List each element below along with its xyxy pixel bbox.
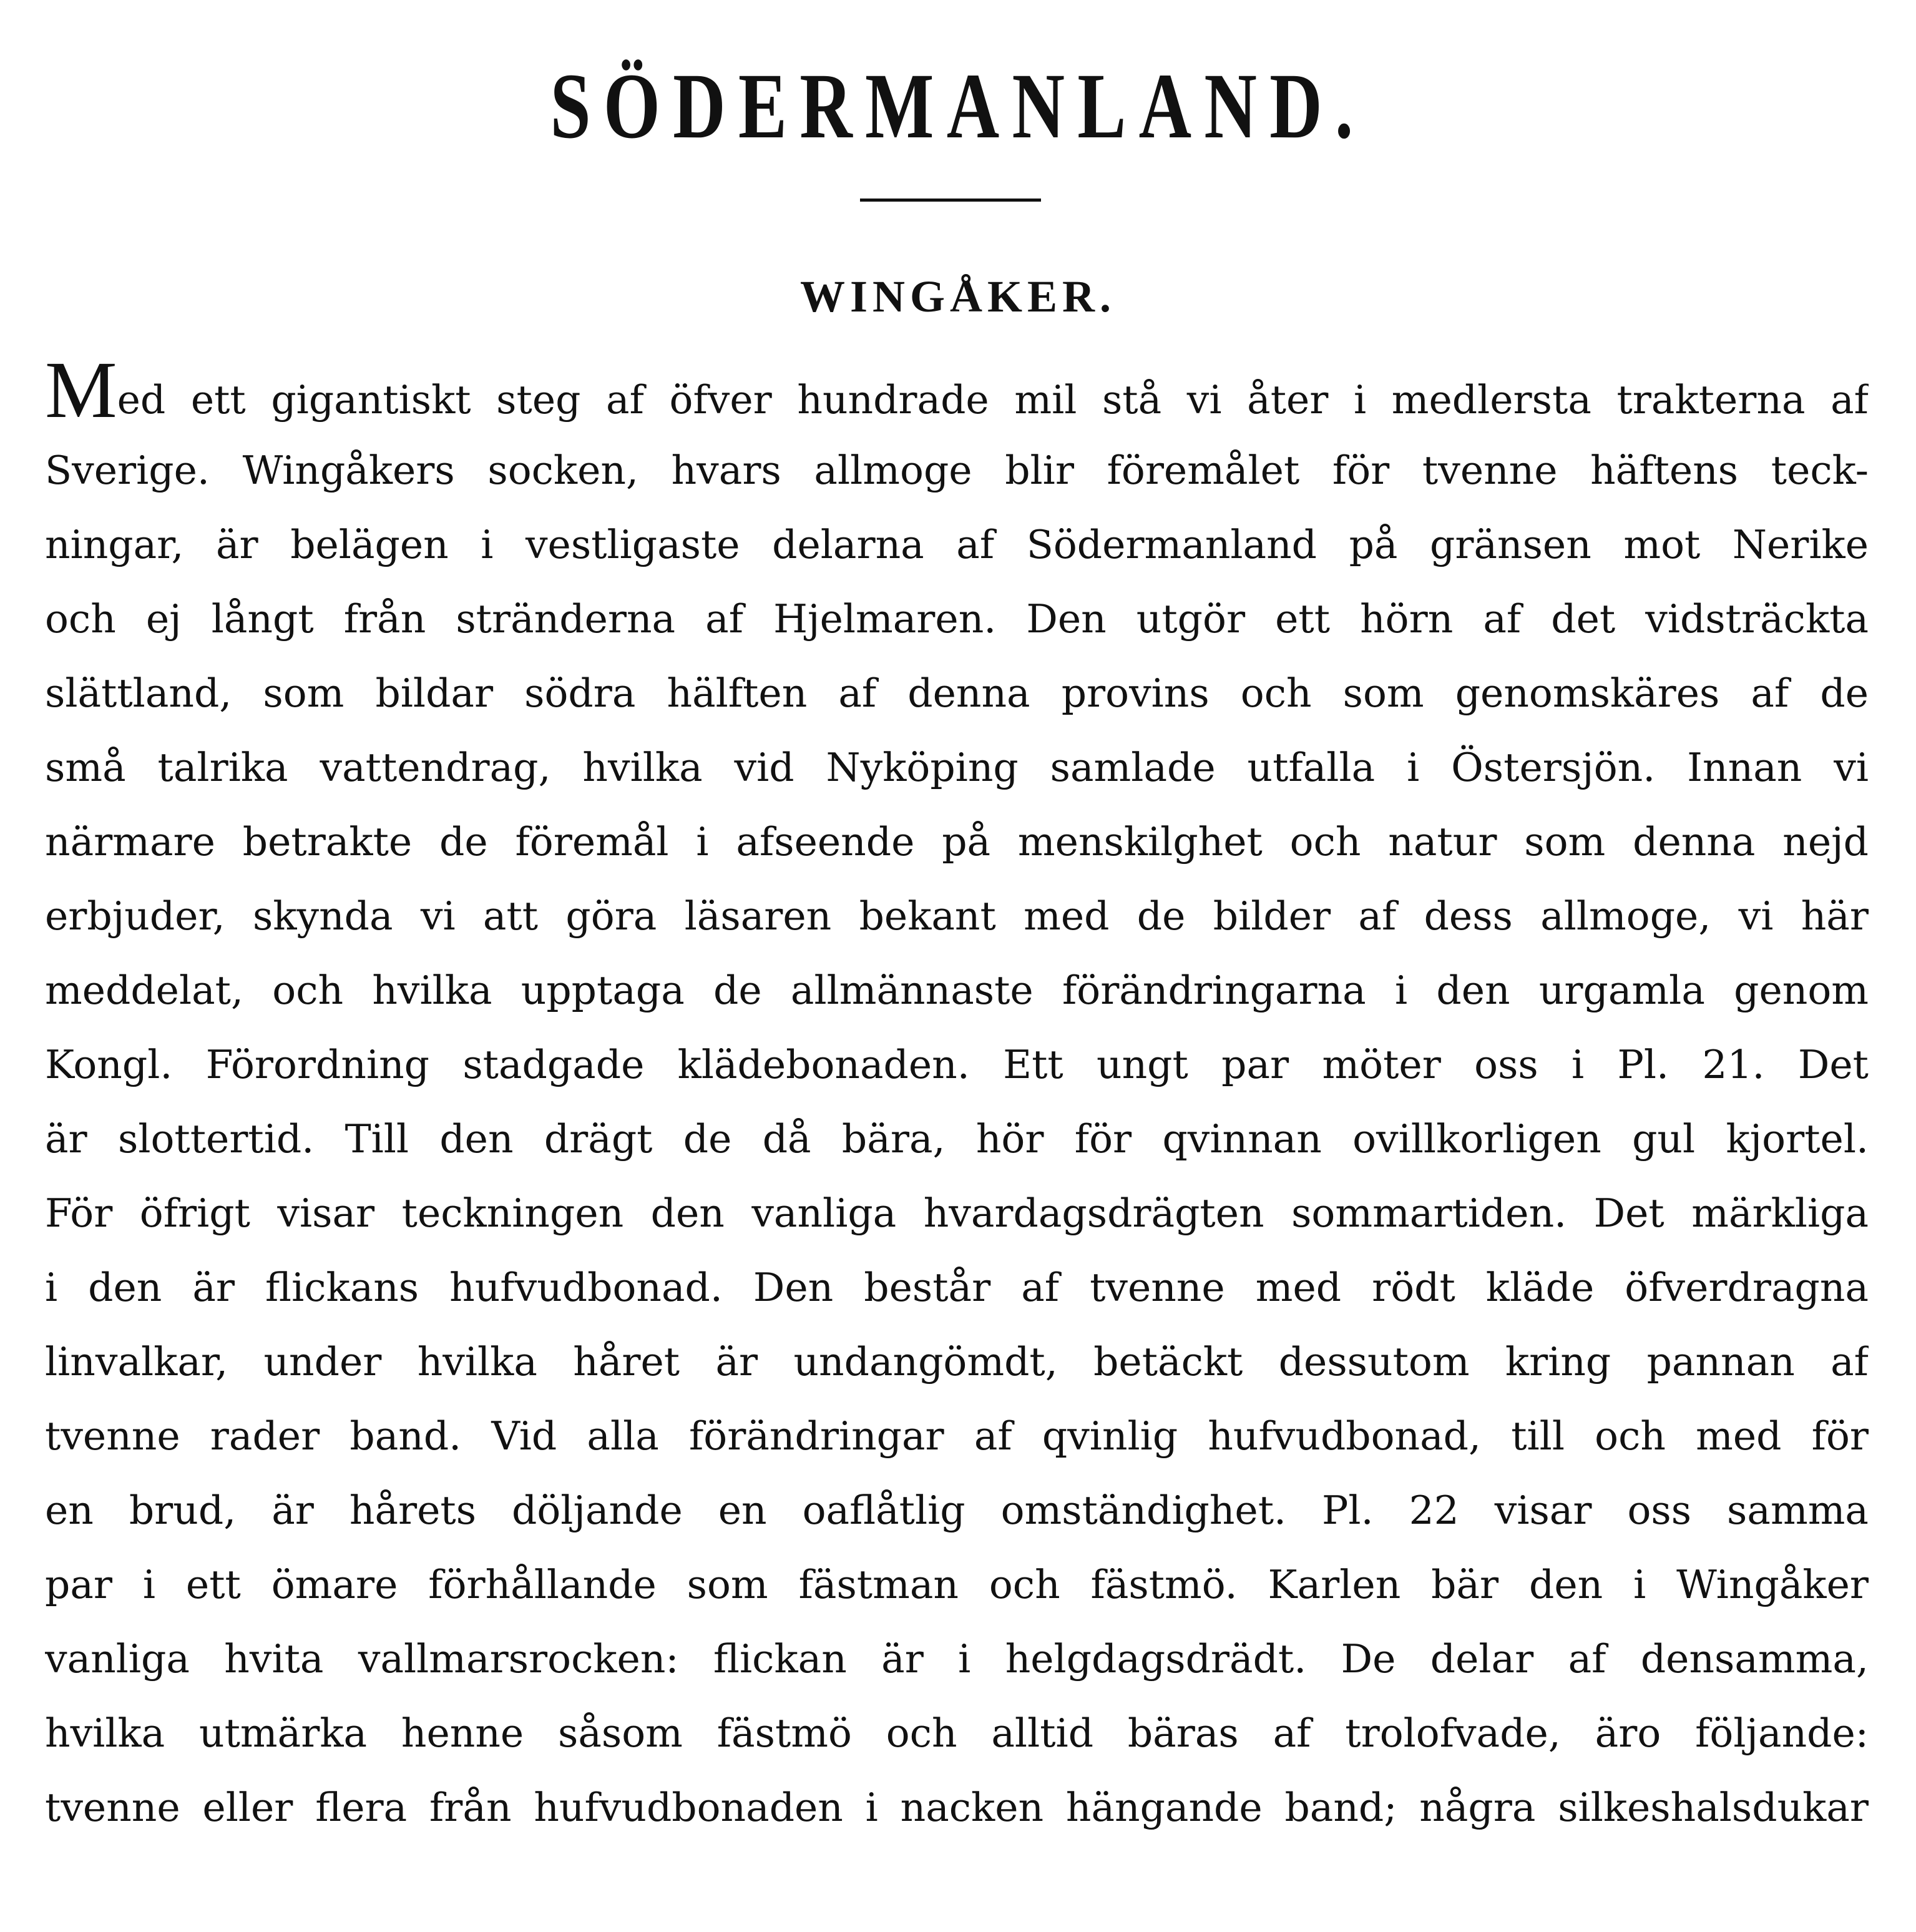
text-line: tvenne eller flera från hufvudbonaden i nacken hängande band; några silkeshalsdukar — [45, 1785, 1869, 1830]
text-line-first — [45, 359, 1869, 433]
text-line: Sverige. Wingåkers socken, hvars allmoge blir föremålet för tvenne häftens teck- — [45, 448, 1869, 493]
section-heading: WINGÅKER. — [799, 272, 1117, 321]
text-line: Kongl. Förordning stadgade klädebonaden. Ett ungt par möter oss i Pl. 21. Det — [45, 1042, 1869, 1087]
text-line: För öfrigt visar teckningen den vanliga hvardagsdrägten sommartiden. Det märkliga — [45, 1190, 1869, 1236]
text-line: linvalkar, under hvilka håret är undangömdt, betäckt dessutom kring pannan af — [45, 1339, 1869, 1385]
first-line-text: ed ett gigantiskt steg af öfver hundrade mil stå vi åter i medlersta trakterna af — [117, 377, 1869, 423]
text-line: vanliga hvita vallmarsrocken: flickan är i helgdagsdrädt. De delar af densamma, — [45, 1636, 1869, 1682]
page-title: SÖDERMANLAND. — [550, 54, 1366, 158]
text-line: små talrika vattendrag, hvilka vid Nyköping samlade utfalla i Östersjön. Innan vi — [45, 745, 1869, 790]
title-divider — [860, 199, 1041, 202]
text-line: i den är flickans hufvudbonad. Den består af tvenne med rödt kläde öfverdragna — [45, 1265, 1869, 1310]
drop-cap: M — [45, 359, 117, 433]
text-line: tvenne rader band. Vid alla förändringar af qvinlig hufvudbonad, till och med för — [45, 1413, 1869, 1459]
text-line: ningar, är belägen i vestligaste delarna af Södermanland på gränsen mot Nerike — [45, 522, 1869, 567]
text-line: erbjuder, skynda vi att göra läsaren bekant med de bilder af dess allmoge, vi här — [45, 893, 1869, 939]
text-line: en brud, är hårets döljande en oaflåtlig omständighet. Pl. 22 visar oss samma — [45, 1488, 1869, 1533]
text-line: är slottertid. Till den drägt de då bära, hör för qvinnan ovillkorligen gul kjortel. — [45, 1116, 1869, 1162]
text-line: hvilka utmärka henne såsom fästmö och alltid bäras af trolofvade, äro följande: — [45, 1710, 1869, 1756]
text-line: och ej långt från stränderna af Hjelmaren. Den utgör ett hörn af det vidsträckta — [45, 596, 1869, 642]
text-line: slättland, som bildar södra hälften af denna provins och som genomskäres af de — [45, 670, 1869, 716]
text-line: par i ett ömare förhållande som fästman och fästmö. Karlen bär den i Wingåker — [45, 1562, 1869, 1607]
text-line: närmare betrakte de föremål i afseende på menskilghet och natur som denna nejd — [45, 819, 1869, 865]
body-text — [45, 359, 1869, 1845]
text-line: meddelat, och hvilka upptaga de allmännaste förändringarna i den urgamla genom — [45, 968, 1869, 1013]
